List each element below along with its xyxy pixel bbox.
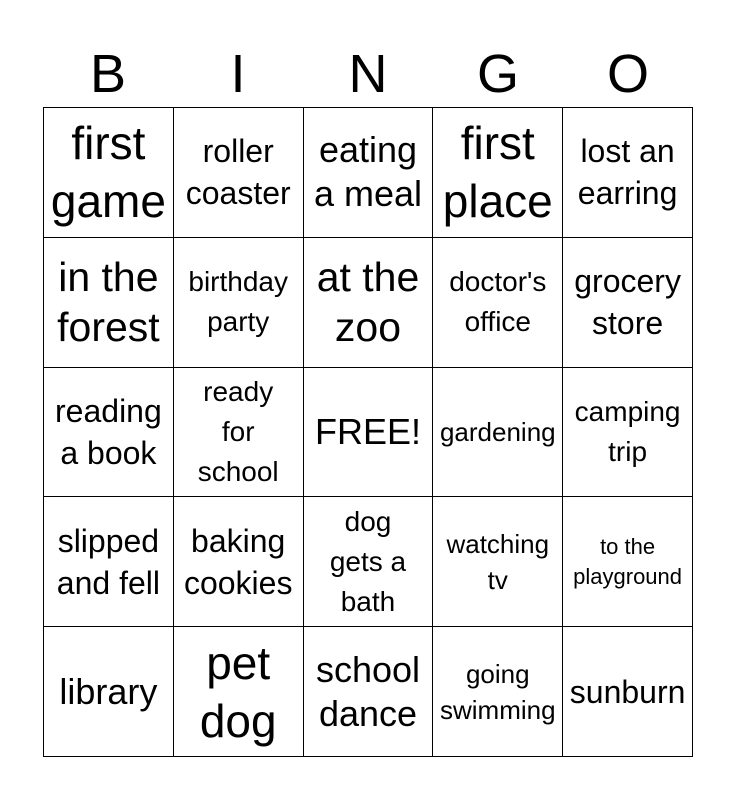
bingo-cell[interactable]: slipped and fell: [44, 497, 174, 627]
bingo-cell[interactable]: sunburn: [563, 627, 693, 757]
header-letter-o: O: [606, 44, 649, 104]
header-letter-i: I: [230, 44, 246, 104]
bingo-cell[interactable]: reading a book: [44, 368, 174, 498]
bingo-cell[interactable]: roller coaster: [174, 108, 304, 238]
bingo-cell[interactable]: doctor's office: [433, 238, 563, 368]
bingo-cell[interactable]: pet dog: [174, 627, 304, 757]
bingo-cell[interactable]: camping trip: [563, 368, 693, 498]
bingo-cell[interactable]: gardening: [433, 368, 563, 498]
bingo-cell[interactable]: dog gets a bath: [304, 497, 434, 627]
bingo-cell[interactable]: going swimming: [433, 627, 563, 757]
bingo-cell[interactable]: baking cookies: [174, 497, 304, 627]
bingo-cell[interactable]: first place: [433, 108, 563, 238]
bingo-cell[interactable]: first game: [44, 108, 174, 238]
bingo-cell[interactable]: watching tv: [433, 497, 563, 627]
bingo-cell[interactable]: at the zoo: [304, 238, 434, 368]
bingo-cell[interactable]: grocery store: [563, 238, 693, 368]
header-letter-g: G: [476, 44, 519, 104]
bingo-cell[interactable]: library: [44, 627, 174, 757]
bingo-cell[interactable]: birthday party: [174, 238, 304, 368]
bingo-cell[interactable]: ready for school: [174, 368, 304, 498]
bingo-board: [43, 107, 693, 757]
bingo-header: [43, 42, 693, 106]
bingo-cell[interactable]: school dance: [304, 627, 434, 757]
bingo-cell[interactable]: to the playground: [563, 497, 693, 627]
header-letter-n: N: [348, 44, 388, 104]
header-letter-b: B: [89, 44, 127, 104]
bingo-cell[interactable]: lost an earring: [563, 108, 693, 238]
bingo-cell[interactable]: eating a meal: [304, 108, 434, 238]
bingo-cell free-space[interactable]: FREE!: [304, 368, 434, 498]
bingo-cell[interactable]: in the forest: [44, 238, 174, 368]
